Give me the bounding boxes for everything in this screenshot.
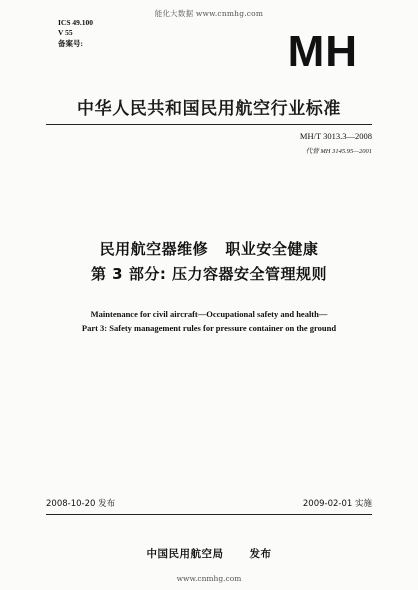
standard-category-title: 中华人民共和国民用航空行业标准: [77, 99, 341, 119]
english-title-line-2: Part 3: Safety management rules for pressure container on the ground: [81, 323, 337, 333]
bottom-watermark: www.cnmhg.com: [176, 574, 242, 583]
top-watermark: 能化大数据 www.cnmhg.com: [154, 9, 264, 18]
publisher-line: [0, 546, 418, 561]
implementation-date: 2009-02-01 实施: [302, 499, 372, 509]
chinese-title-line-1: 民用航空器维修 职业安全健康: [99, 240, 319, 258]
category-code: V 55: [58, 28, 73, 37]
english-title-line-1: Maintenance for civil aircraft—Occupational safety and health—: [90, 309, 328, 319]
mh-logo: MH: [287, 27, 358, 76]
standard-code: MH/T 3013.3—2008: [299, 131, 372, 141]
record-number-label: 备案号:: [58, 39, 83, 48]
chinese-title-line-2: 第 3 部分: 压力容器安全管理规则: [90, 265, 328, 283]
replaces-note: 代替 MH 3145.95—2001: [305, 148, 372, 155]
publish-verb: 发布: [249, 548, 272, 560]
top-divider: [46, 124, 372, 125]
ics-code: ICS 49.100: [58, 18, 94, 27]
publisher-name: 中国民用航空局: [146, 548, 224, 560]
issue-date: 2008-10-20 发布: [46, 499, 116, 509]
bottom-divider: [46, 514, 372, 515]
